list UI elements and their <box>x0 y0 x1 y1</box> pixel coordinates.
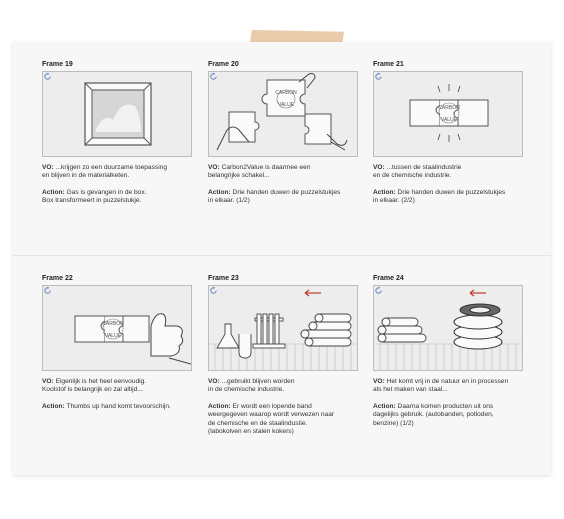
tires-icon <box>454 304 502 349</box>
refresh-icon[interactable] <box>374 72 383 81</box>
frame-panel <box>208 285 358 371</box>
frame-panel <box>42 71 192 157</box>
frame-text: VO: Het komt vrij in de natuur en in processen als het maken van staal... Action: Daarna komen producten uit ons dagelijks gebruik. (autobanden, potloden, benzine) (1/2) <box>373 378 509 427</box>
frame-22 <box>42 274 192 411</box>
products-scene <box>374 286 522 370</box>
frame-panel <box>208 71 358 157</box>
svg-text:CARBON: CARBON <box>102 321 124 327</box>
arrow-left-icon <box>470 290 486 296</box>
frame-20 <box>208 60 358 206</box>
refresh-icon[interactable] <box>374 286 383 295</box>
frame-title: Frame 23 <box>208 275 239 282</box>
frame-text: VO: Carbon2Value is daarmee een belangrijke schakel... Action: Drie handen duwen de puzzelstukjes in elkaar. (1/2) <box>208 164 341 205</box>
svg-text:VALUE: VALUE <box>104 333 122 339</box>
arrow-left-icon <box>305 290 321 296</box>
frame-title: Frame 20 <box>208 61 239 68</box>
frame-24 <box>373 274 523 428</box>
svg-text:CARBON: CARBON <box>275 90 297 96</box>
puzzle-icon <box>374 72 522 156</box>
frame-title: Frame 19 <box>42 61 73 68</box>
refresh-icon[interactable] <box>43 72 52 81</box>
frame-text: VO: ...krijgen zo een duurzame toepassing en blijven in de materialketen. Action: Gas is gevangen in de box. Box transformeert in puzzelstukje. <box>42 164 167 205</box>
svg-text:CARBON: CARBON <box>438 105 460 111</box>
frame-title: Frame 21 <box>373 61 404 68</box>
puzzle-icon <box>209 72 357 156</box>
frame-panel <box>42 285 192 371</box>
frame-title: Frame 24 <box>373 275 404 282</box>
frame-panel <box>373 285 523 371</box>
row-divider <box>13 255 551 256</box>
pipes-icon <box>301 314 351 346</box>
conveyor-scene <box>209 286 357 370</box>
svg-text:VALUE: VALUE <box>277 102 295 108</box>
refresh-icon[interactable] <box>43 286 52 295</box>
frame-text: VO: Eigenlijk is het heel eenvoudig. Koolstof is belangrijk en zal altijd... Action: Thumbs up hand komt tevoorschijn. <box>42 378 171 410</box>
frame-21 <box>373 60 523 206</box>
svg-text:VALUE: VALUE <box>440 117 458 123</box>
pipes-icon <box>378 318 426 342</box>
refresh-icon[interactable] <box>209 72 218 81</box>
flask-icon <box>217 314 285 358</box>
thumbs-up-icon <box>43 286 191 370</box>
refresh-icon[interactable] <box>209 286 218 295</box>
frame-title: Frame 22 <box>42 275 73 282</box>
frame-panel <box>373 71 523 157</box>
frame-19 <box>42 60 192 206</box>
box-icon <box>43 72 191 156</box>
frame-text: VO: ...gebruikt blijven worden in de chemische industrie. Action: Er wordt een lopende band weergegeven waarop wordt verwezen naar de chemische en de staalindustie. (labokolven en stalen kokers) <box>208 378 335 436</box>
frame-text: VO: ...tussen de staalindustrie en de chemische industrie. Action: Drie handen duwen de puzzelstukjes in elkaar. (2/2) <box>373 164 506 205</box>
frame-23 <box>208 274 358 436</box>
